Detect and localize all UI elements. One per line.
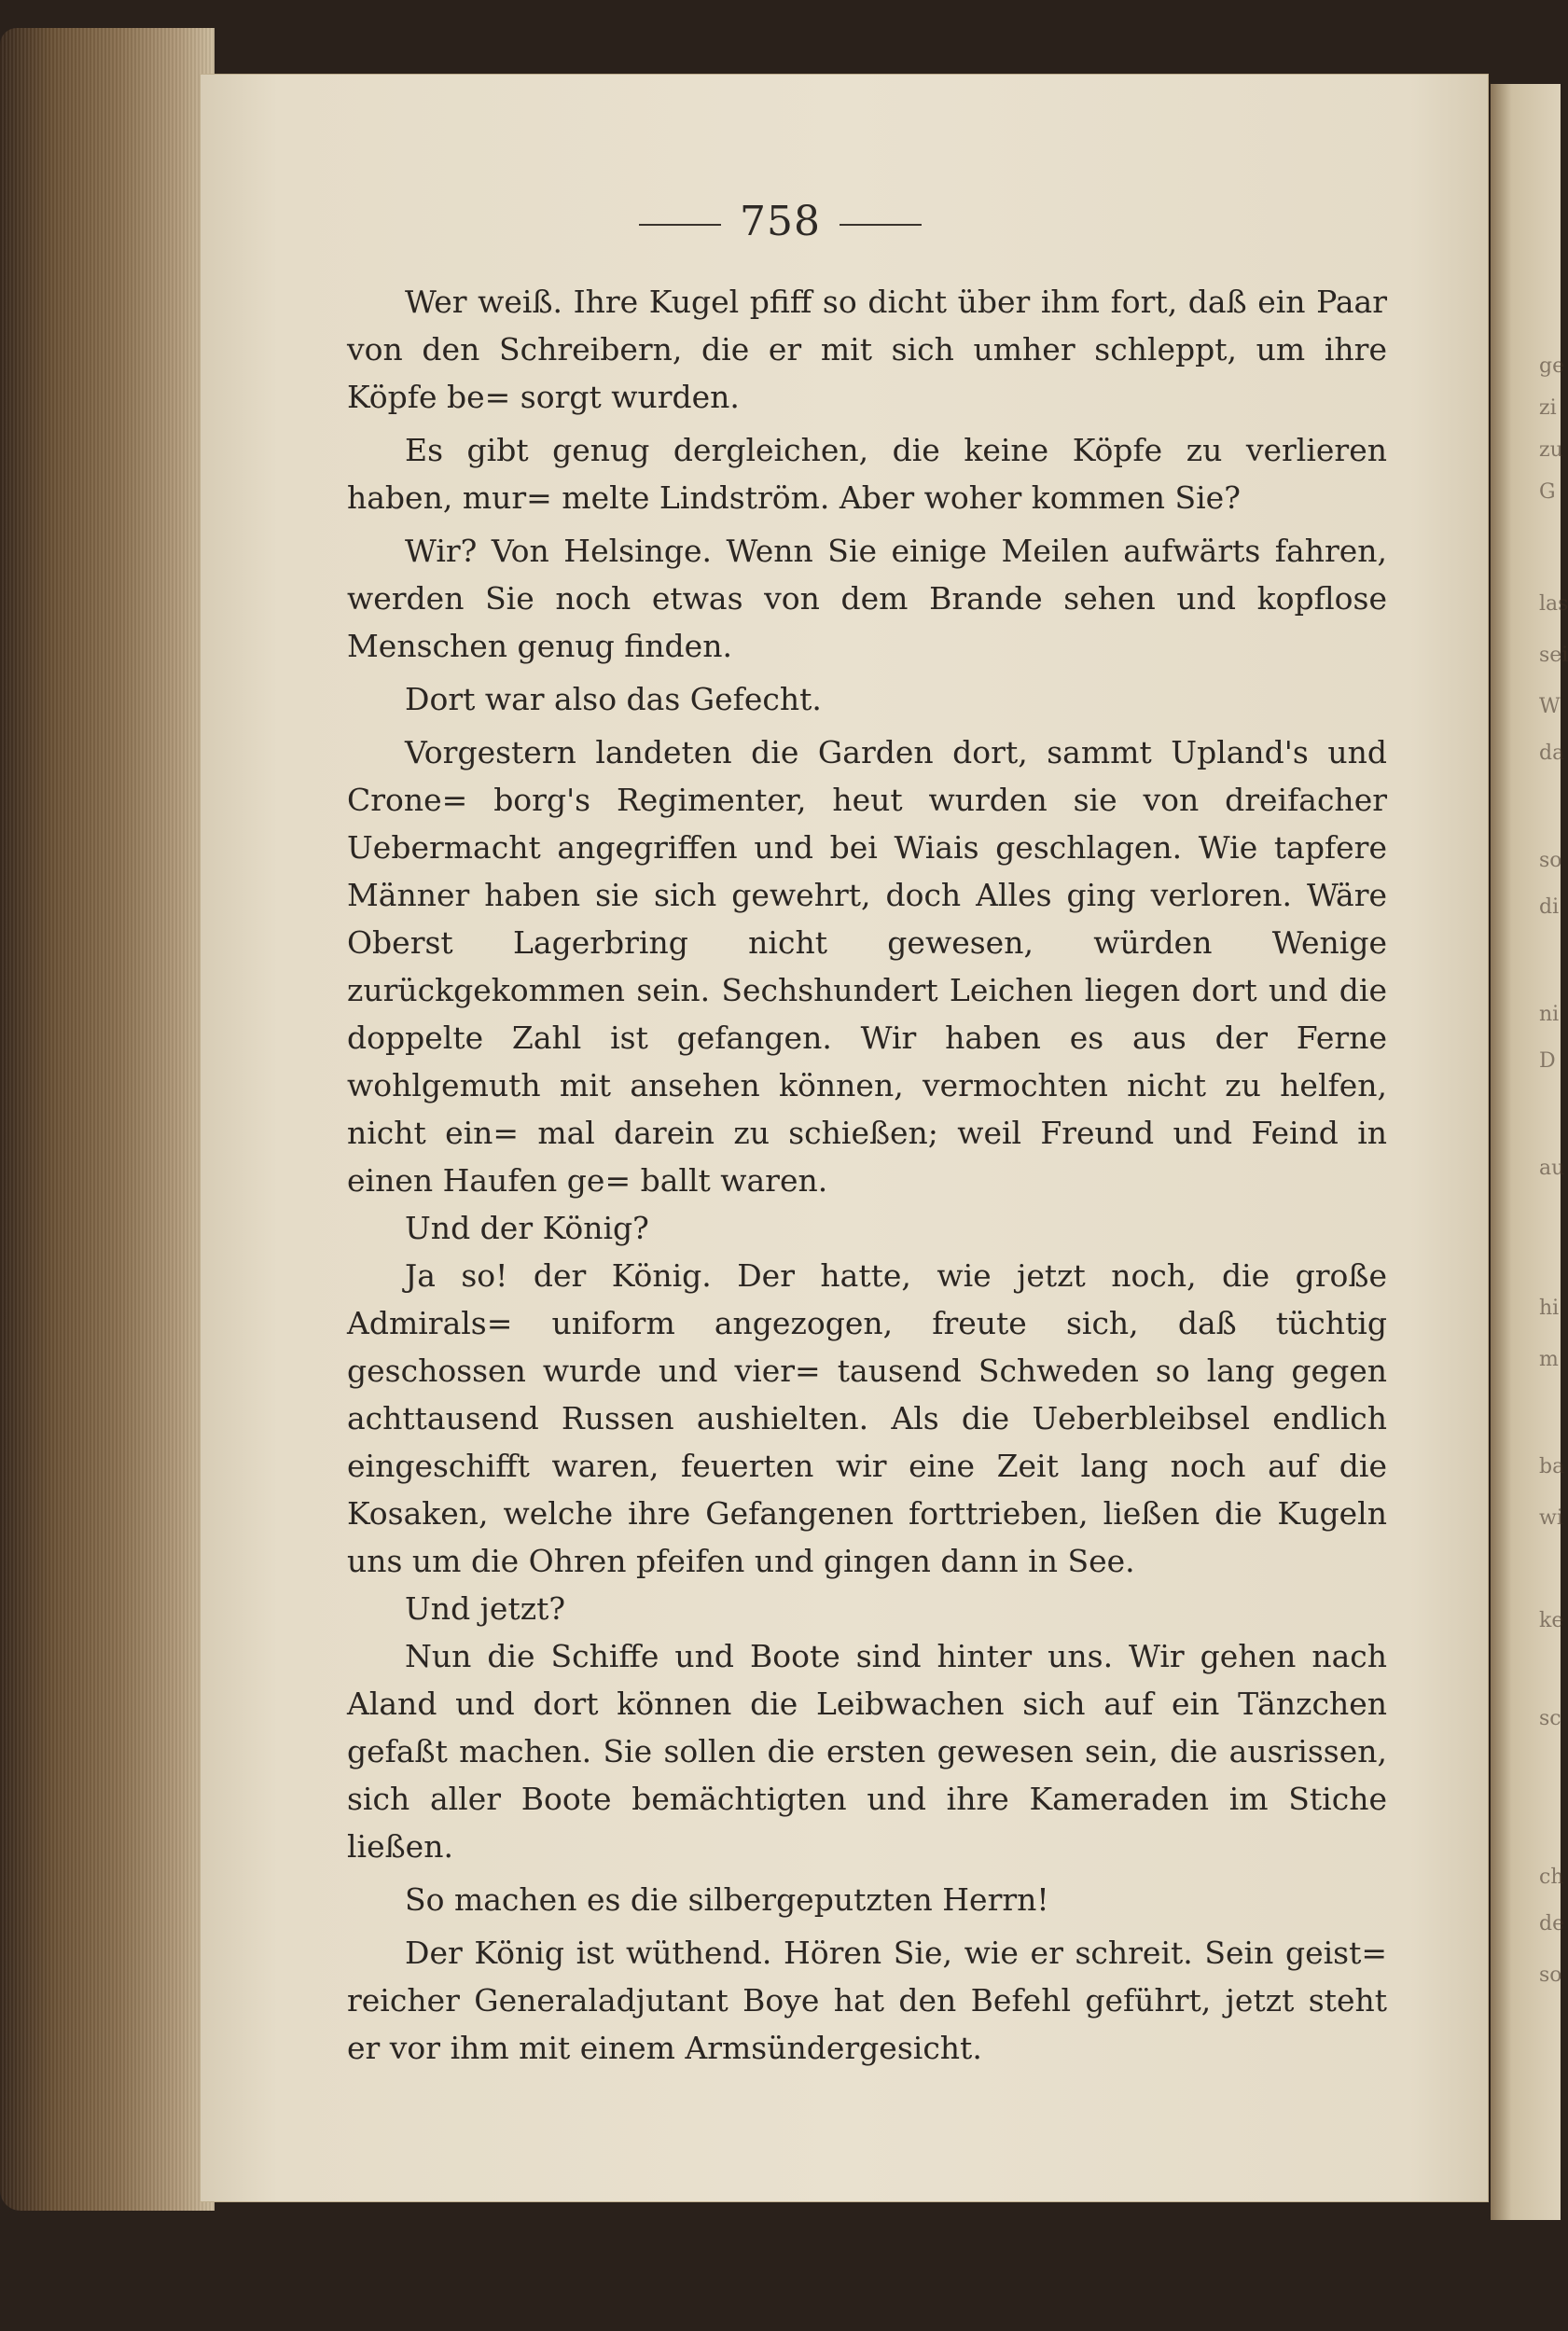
margin-fragment: hi <box>1539 1297 1560 1320</box>
margin-fragment: so <box>1539 1963 1562 1987</box>
body-text <box>347 278 1387 2072</box>
margin-fragment: G <box>1539 480 1556 504</box>
margin-fragment: ni <box>1539 1003 1560 1026</box>
margin-fragment: da <box>1539 742 1565 765</box>
margin-fragment: sc <box>1539 1707 1561 1730</box>
page-number-right-rule <box>840 224 922 226</box>
margin-fragment: ch <box>1539 1866 1564 1889</box>
paragraph: So machen es die silbergeputzten Herrn! <box>405 1881 1049 1918</box>
margin-fragment: au <box>1539 1157 1565 1180</box>
margin-fragment: sei <box>1539 644 1568 667</box>
margin-fragment: D <box>1539 1049 1556 1073</box>
next-page-edge <box>1491 84 1568 2220</box>
margin-fragment: ge <box>1539 354 1565 378</box>
margin-fragment: zu <box>1539 438 1563 462</box>
margin-fragment: ba <box>1539 1455 1565 1478</box>
margin-fragment: W <box>1539 695 1561 718</box>
page-number <box>0 198 1561 245</box>
margin-fragment: ke <box>1539 1609 1564 1632</box>
margin-fragment: so <box>1539 849 1562 872</box>
paragraph: Und jetzt? <box>405 1590 566 1627</box>
paragraph: Wir? Von Helsinge. Wenn Sie einige Meilen aufwärts fahren, werden Sie noch etwas von dem Brande sehen und kopflose Menschen genug finden. <box>347 533 1387 664</box>
paragraph: Wer weiß. Ihre Kugel pfiff so dicht über ihm fort, daß ein Paar von den Schreibern, die er mit sich umher schleppt, um ihre Köpfe be= sorgt wurden. <box>347 284 1387 415</box>
paragraph: Der König ist wüthend. Hören Sie, wie er schreit. Sein geist= reicher Generaladjutant Boye hat den Befehl geführt, jetzt steht er vor ihm mit einem Armsündergesicht. <box>347 1935 1387 2066</box>
paragraph: Vorgestern landeten die Garden dort, sammt Upland's und Crone= borg's Regimenter, heut wurden sie von dreifacher Uebermacht angegriffen und bei Wiais geschlagen. Wie tapfere Männer haben sie sich gewehrt, doch Alles ging verloren. Wäre Oberst Lagerbring nicht gewesen, würden Wenige zurückgekommen sein. Sechshundert Leichen liegen dort und die doppelte Zahl ist gefangen. Wir haben es aus der Ferne wohlgemuth mit ansehen können, vermochten nicht zu helfen, nicht ein= mal darein zu schießen; weil Freund und Feind in einen Haufen ge= ballt waren. <box>347 734 1387 1199</box>
margin-fragment: di <box>1539 895 1560 919</box>
paragraph: Es gibt genug dergleichen, die keine Köpfe zu verlieren haben, mur= melte Lindström. Aber woher kommen Sie? <box>347 432 1387 516</box>
page-number-text: 758 <box>740 198 821 245</box>
margin-fragment: las <box>1539 592 1568 616</box>
margin-fragment: wi <box>1539 1506 1563 1530</box>
page-number-left-rule <box>639 224 721 226</box>
margin-fragment: m <box>1539 1348 1559 1371</box>
margin-fragment: de <box>1539 1912 1565 1936</box>
paragraph: Ja so! der König. Der hatte, wie jetzt noch, die große Admirals= uniform angezogen, freute sich, daß tüchtig geschossen wurde und vier= tausend Schweden so lang gegen achttausend Russen aushielten. Als die Ueberbleibsel endlich eingeschifft waren, feuerten wir eine Zeit lang noch auf die Kosaken, welche ihre Gefangenen forttrieben, ließen die Kugeln uns um die Ohren pfeifen und gingen dann in See. <box>347 1257 1387 1579</box>
paragraph: Und der König? <box>405 1210 649 1246</box>
paragraph: Nun die Schiffe und Boote sind hinter uns. Wir gehen nach Aland und dort können die Leibwachen sich auf ein Tänzchen gefaßt machen. Sie sollen die ersten gewesen sein, die ausrissen, sich aller Boote bemächtigten und ihre Kameraden im Stiche ließen. <box>347 1638 1387 1865</box>
book-page-edges <box>0 28 215 2211</box>
margin-fragment: zi <box>1539 396 1557 420</box>
paragraph: Dort war also das Gefecht. <box>405 681 822 717</box>
